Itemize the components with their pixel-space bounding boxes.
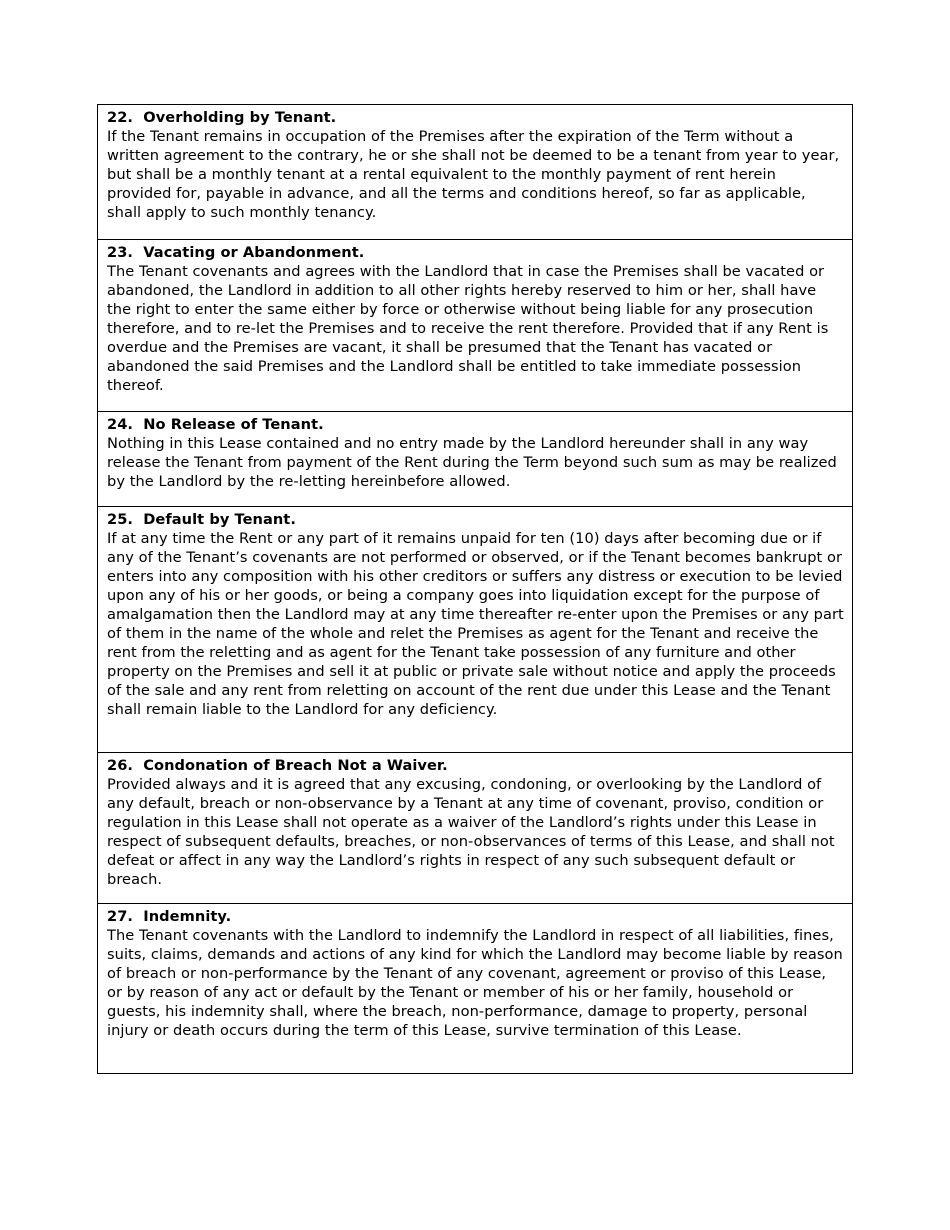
clause-26-condonation-of-breach bbox=[98, 752, 852, 903]
clause-body: If the Tenant remains in occupation of the Premises after the expiration of the Term without a written agreement to the contrary, he or she shall not be deemed to be a tenant from year to year, but shall be a monthly tenant at a rental equivalent to the monthly payment of rent herein provided for, payable in advance, and all the terms and conditions hereof, so far as applicable, shall apply to such monthly tenancy. bbox=[107, 128, 840, 221]
clause-23-vacating-or-abandonment bbox=[98, 239, 852, 411]
clause-heading: 26. Condonation of Breach Not a Waiver. bbox=[107, 757, 448, 774]
clause-heading: 27. Indemnity. bbox=[107, 908, 232, 925]
clause-body: Nothing in this Lease contained and no entry made by the Landlord hereunder shall in any way release the Tenant from payment of the Rent during the Term beyond such sum as may be realized by the Landlord by the re-letting hereinbefore allowed. bbox=[107, 435, 837, 490]
clause-body: Provided always and it is agreed that any excusing, condoning, or overlooking by the Landlord of any default, breach or non-observance by a Tenant at any time of covenant, proviso, condition or regulation in this Lease shall not operate as a waiver of the Landlord’s rights under this Lease in respect of subsequent defaults, breaches, or non-observances of terms of this Lease, and shall not defeat or affect in any way the Landlord’s rights in respect of any such subsequent default or breach. bbox=[107, 776, 835, 888]
clause-22-overholding-by-tenant bbox=[98, 105, 852, 239]
clause-25-default-by-tenant bbox=[98, 506, 852, 752]
clause-heading: 24. No Release of Tenant. bbox=[107, 416, 324, 433]
clause-body: The Tenant covenants with the Landlord to indemnify the Landlord in respect of all liabilities, fines, suits, claims, demands and actions of any kind for which the Landlord may become liable by reason of breach or non-performance by the Tenant of any covenant, agreement or proviso of this Lease, or by reason of any act or default by the Tenant or member of his or her family, household or guests, his indemnity shall, where the breach, non-performance, damage to property, personal injury or death occurs during the term of this Lease, survive termination of this Lease. bbox=[107, 927, 843, 1039]
clause-heading: 25. Default by Tenant. bbox=[107, 511, 296, 528]
clause-27-indemnity bbox=[98, 903, 852, 1073]
clause-body: The Tenant covenants and agrees with the Landlord that in case the Premises shall be vacated or abandoned, the Landlord in addition to all other rights hereby reserved to him or her, shall have the right to enter the same either by force or otherwise without being liable for any prosecution therefore, and to re-let the Premises and to receive the rent therefore. Provided that if any Rent is overdue and the Premises are vacant, it shall be presumed that the Tenant has vacated or abandoned the said Premises and the Landlord shall be entitled to take immediate possession thereof. bbox=[107, 263, 829, 394]
clause-24-no-release-of-tenant bbox=[98, 411, 852, 506]
clause-heading: 23. Vacating or Abandonment. bbox=[107, 244, 365, 261]
clause-heading: 22. Overholding by Tenant. bbox=[107, 109, 337, 126]
clause-body: If at any time the Rent or any part of it remains unpaid for ten (10) days after becoming due or if any of the Tenant’s covenants are not performed or observed, or if the Tenant becomes bankrupt or enters into any composition with his other creditors or suffers any distress or execution to be levied upon any of his or her goods, or being a company goes into liquidation except for the purpose of amalgamation then the Landlord may at any time thereafter re-enter upon the Premises or any part of them in the name of the whole and relet the Premises as agent for the Tenant and receive the rent from the reletting and as agent for the Tenant take possession of any furniture and other property on the Premises and sell it at public or private sale without notice and apply the proceeds of the sale and any rent from reletting on account of the rent due under this Lease and the Tenant shall remain liable to the Landlord for any deficiency. bbox=[107, 530, 844, 718]
lease-clauses-table bbox=[97, 104, 853, 1074]
